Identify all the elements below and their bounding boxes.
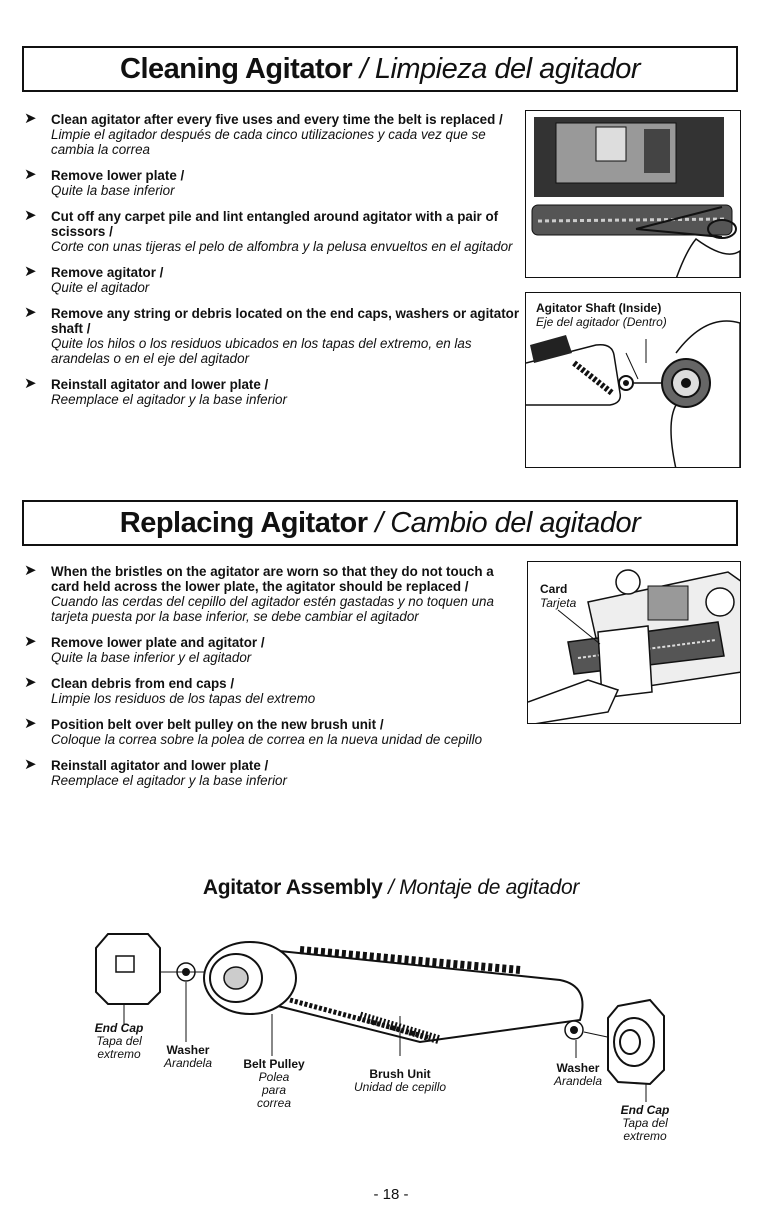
card-label-es: Tarjeta <box>540 596 577 610</box>
card-label-en: Card <box>540 582 568 596</box>
belt-pulley-label <box>234 1058 314 1110</box>
belt-pulley-part <box>204 942 296 1014</box>
replacing-step-es: Limpie los residuos de los tapas del extremo <box>51 691 316 706</box>
agitator-shaft-illustration <box>525 292 741 468</box>
cleaning-step <box>24 265 524 295</box>
cleaning-step <box>24 209 524 254</box>
replacing-step-es: Coloque la correa sobre la polea de correa en la nueva unidad de cepillo <box>51 732 483 747</box>
end-cap-right-label-es: Tapa del extremo <box>622 1116 668 1143</box>
brush-unit-label-en: Brush Unit <box>369 1067 431 1081</box>
bullet-arrow-icon: ➤ <box>24 633 37 650</box>
washer-right-label <box>546 1062 610 1088</box>
cleaning-step-en: Clean agitator after every five uses and every time the belt is replaced / <box>51 112 503 127</box>
bullet-arrow-icon: ➤ <box>24 166 37 183</box>
washer-right-label-en: Washer <box>556 1061 600 1075</box>
brush-unit-part <box>250 948 583 1042</box>
cleaning-step-en: Reinstall agitator and lower plate / <box>51 377 269 392</box>
cleaning-step-es: Quite el agitador <box>51 280 150 295</box>
replacing-title-separator: / <box>375 506 383 539</box>
replacing-steps-list <box>24 564 584 799</box>
end-cap-left-part <box>96 934 160 1004</box>
cleaning-step-en: Remove lower plate / <box>51 168 185 183</box>
replacing-step-en: Clean debris from end caps / <box>51 676 235 691</box>
replacing-step-en: Position belt over belt pulley on the new brush unit / <box>51 717 384 732</box>
replacing-step <box>24 564 521 624</box>
replacing-step-es: Cuando las cerdas del cepillo del agitador estén gastadas y no toquen una tarjeta puesta por la base inferior, se debe cambiar el agitador <box>51 594 494 624</box>
bullet-arrow-icon: ➤ <box>24 562 37 579</box>
cleaning-step-es: Quite la base inferior <box>51 183 175 198</box>
washer-right-part <box>565 1021 583 1039</box>
bullet-arrow-icon: ➤ <box>24 756 37 773</box>
cleaning-step <box>24 377 524 407</box>
assembly-title-separator: / <box>388 876 394 899</box>
bullet-arrow-icon: ➤ <box>24 110 37 127</box>
washer-left-label-es: Arandela <box>163 1056 213 1070</box>
bullet-arrow-icon: ➤ <box>24 674 37 691</box>
end-cap-right-part <box>608 1000 664 1084</box>
replacing-step-en: When the bristles on the agitator are worn so that they do not touch a card held across the lower plate, the agitator should be replaced / <box>51 564 494 594</box>
replacing-step <box>24 635 521 665</box>
card-test-illustration <box>527 561 741 724</box>
card-label <box>540 582 576 610</box>
cleaning-steps-list <box>24 112 524 418</box>
end-cap-right-label-en: End Cap <box>620 1103 670 1117</box>
cleaning-step <box>24 112 524 157</box>
cleaning-title-separator: / <box>359 52 368 85</box>
agitator-assembly-title <box>0 876 782 900</box>
assembly-title-es: Montaje de agitador <box>399 876 580 899</box>
replacing-step <box>24 676 584 706</box>
bullet-arrow-icon: ➤ <box>24 375 37 392</box>
cleaning-step-es: Corte con unas tijeras el pelo de alfombra y la pelusa envueltos en el agitador <box>51 239 513 254</box>
belt-pulley-label-en: Belt Pulley <box>243 1057 305 1071</box>
replacing-step <box>24 758 584 788</box>
replacing-title-es: Cambio del agitador <box>390 506 641 539</box>
cleaning-title-es: Limpieza del agitador <box>374 52 640 85</box>
end-cap-right-label <box>614 1104 676 1143</box>
brush-unit-label-es: Unidad de cepillo <box>353 1080 447 1094</box>
end-cap-left-label-es: Tapa del extremo <box>96 1034 142 1061</box>
bullet-arrow-icon: ➤ <box>24 715 37 732</box>
agitator-shaft-label-en: Agitator Shaft (Inside) <box>536 301 662 315</box>
replacing-step-en: Remove lower plate and agitator / <box>51 635 265 650</box>
assembly-title-en: Agitator Assembly <box>202 876 383 899</box>
brush-unit-label <box>340 1068 460 1094</box>
cleaning-title-en: Cleaning Agitator <box>120 52 353 85</box>
cleaning-step-en: Remove agitator / <box>51 265 164 280</box>
replacing-step <box>24 717 584 747</box>
replacing-step-en: Reinstall agitator and lower plate / <box>51 758 269 773</box>
washer-left-label-en: Washer <box>166 1043 210 1057</box>
agitator-shaft-label <box>536 301 736 329</box>
end-cap-left-label <box>92 1022 146 1061</box>
washer-left-label <box>158 1044 218 1070</box>
replacing-agitator-title <box>22 500 738 546</box>
bullet-arrow-icon: ➤ <box>24 263 37 280</box>
vacuum-underside-drawing <box>526 111 741 278</box>
cleaning-step <box>24 306 524 366</box>
bullet-arrow-icon: ➤ <box>24 207 37 224</box>
end-cap-left-label-en: End Cap <box>94 1021 144 1035</box>
cleaning-step-es: Reemplace el agitador y la base inferior <box>51 392 287 407</box>
replacing-step-es: Quite la base inferior y el agitador <box>51 650 252 665</box>
page-number: - 18 - <box>373 1186 409 1203</box>
cleaning-step-es: Limpie el agitador después de cada cinco utilizaciones y cada vez que se cambia la correa <box>51 127 486 157</box>
cleaning-step <box>24 168 524 198</box>
cleaning-step-en: Remove any string or debris located on the end caps, washers or agitator shaft / <box>51 306 520 336</box>
agitator-shaft-label-es: Eje del agitador (Dentro) <box>536 315 667 329</box>
cleaning-step-en: Cut off any carpet pile and lint entangled around agitator with a pair of scissors / <box>51 209 499 239</box>
bullet-arrow-icon: ➤ <box>24 304 37 321</box>
replacing-step-es: Reemplace el agitador y la base inferior <box>51 773 287 788</box>
replacing-title-en: Replacing Agitator <box>119 506 368 539</box>
scissors-cutting-illustration <box>525 110 741 278</box>
cleaning-agitator-title <box>22 46 738 92</box>
washer-right-label-es: Arandela <box>553 1074 603 1088</box>
belt-pulley-label-es: Polea para correa <box>256 1070 291 1110</box>
cleaning-step-es: Quite los hilos o los residuos ubicados en los tapas del extremo, en las arandelas o en el eje del agitador <box>51 336 472 366</box>
